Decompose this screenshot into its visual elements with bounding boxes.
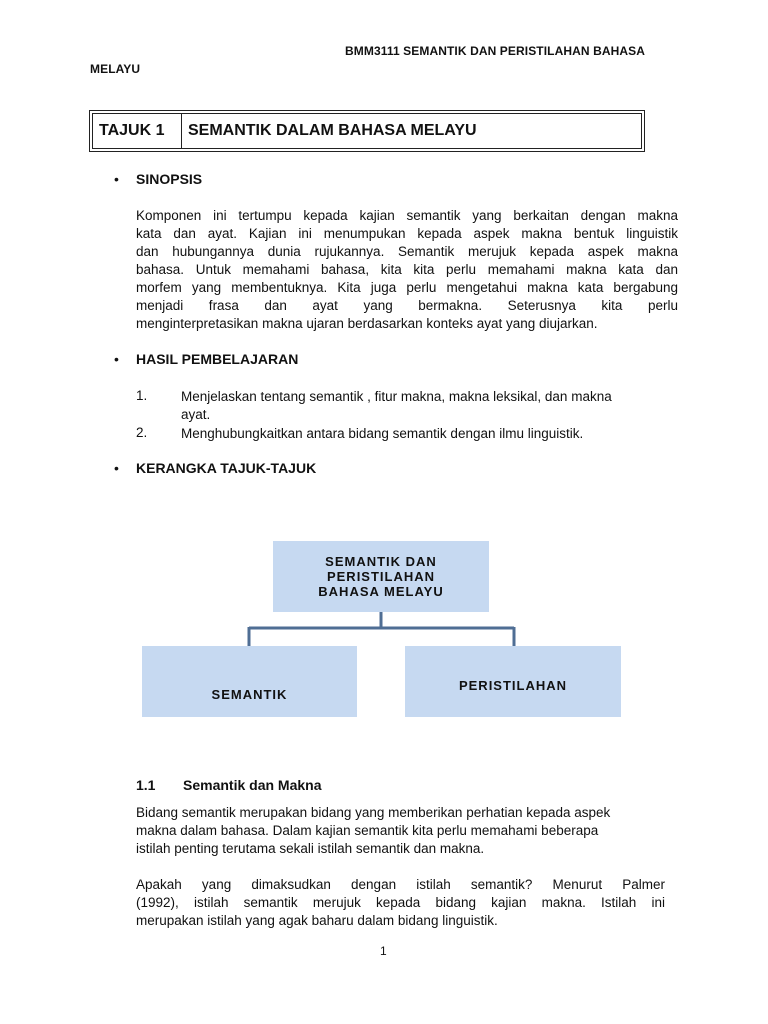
chart-left-label: SEMANTIK [211, 687, 288, 702]
sinopsis-line: menginterpretasikan makna ujaran berdasarkan konteks ayat yang diujarkan. [136, 316, 598, 331]
bullet-icon: • [114, 351, 119, 367]
sinopsis-line: kata dan ayat. Kajian ini menumpukan kepada aspek makna bentuk linguistik [136, 226, 678, 241]
sinopsis-line: dan hubungannya dunia rujukannya. Semantik merujuk kepada aspek makna [136, 244, 678, 259]
chart-left-box [142, 646, 357, 717]
sinopsis-heading: SINOPSIS [136, 171, 203, 187]
running-header-line2: MELAYU [90, 62, 141, 76]
list-item-number: 2. [136, 425, 148, 440]
list-item-number: 1. [136, 388, 148, 403]
paragraph-line: makna dalam bahasa. Dalam kajian semantik kita perlu memahami beberapa [136, 823, 599, 838]
paragraph-line: (1992), istilah semantik merujuk kepada bidang kajian makna. Istilah ini [136, 895, 665, 910]
kerangka-heading: KERANGKA TAJUK-TAJUK [136, 460, 317, 476]
hasil-heading: HASIL PEMBELAJARAN [136, 351, 299, 367]
section-paragraph-1 [136, 804, 666, 858]
chart-top-line: PERISTILAHAN [326, 569, 436, 584]
sinopsis-line: morfem yang membentuknya. Kita juga perlu mengetahui makna kata bergabung [136, 280, 678, 295]
running-header-line1: BMM3111 SEMANTIK DAN PERISTILAHAN BAHASA [345, 44, 646, 58]
section-number: 1.1 [136, 777, 156, 793]
sinopsis-line: menjadi frasa dan ayat yang bermakna. Seterusnya kita perlu [136, 298, 678, 313]
chart-right-box [405, 646, 621, 717]
chart-top-box [273, 541, 489, 612]
bullet-icon: • [114, 460, 119, 476]
chart-top-line: BAHASA MELAYU [318, 584, 444, 599]
list-item [181, 388, 681, 424]
list-item-text-cont: ayat. [181, 407, 211, 422]
paragraph-line: Bidang semantik merupakan bidang yang memberikan perhatian kepada aspek [136, 805, 611, 820]
section-paragraph-2 [136, 876, 665, 930]
sinopsis-paragraph [136, 207, 678, 333]
page-number: 1 [380, 944, 387, 958]
paragraph-line: Apakah yang dimaksudkan dengan istilah semantik? Menurut Palmer [136, 877, 665, 892]
chart-connectors [240, 612, 530, 648]
list-item-text: Menjelaskan tentang semantik , fitur makna, makna leksikal, dan makna [181, 389, 612, 404]
chart-right-label: PERISTILAHAN [458, 678, 568, 693]
chart-top-line: SEMANTIK DAN [325, 554, 437, 569]
sinopsis-line: bahasa. Untuk memahami bahasa, kita kita perlu memahami makna kata dan [136, 262, 678, 277]
section-title: Semantik dan Makna [183, 777, 322, 793]
topic-label: TAJUK 1 [93, 114, 182, 148]
paragraph-line: merupakan istilah yang agak baharu dalam bidang linguistik. [136, 913, 498, 928]
topic-title: SEMANTIK DALAM BAHASA MELAYU [188, 122, 477, 139]
paragraph-line: istilah penting terutama sekali istilah semantik dan makna. [136, 841, 485, 856]
list-item-text: Menghubungkaitkan antara bidang semantik dengan ilmu linguistik. [181, 426, 584, 441]
sinopsis-line: Komponen ini tertumpu kepada kajian semantik yang berkaitan dengan makna [136, 208, 678, 223]
topic-title-box [89, 110, 645, 152]
bullet-icon: • [114, 171, 119, 187]
